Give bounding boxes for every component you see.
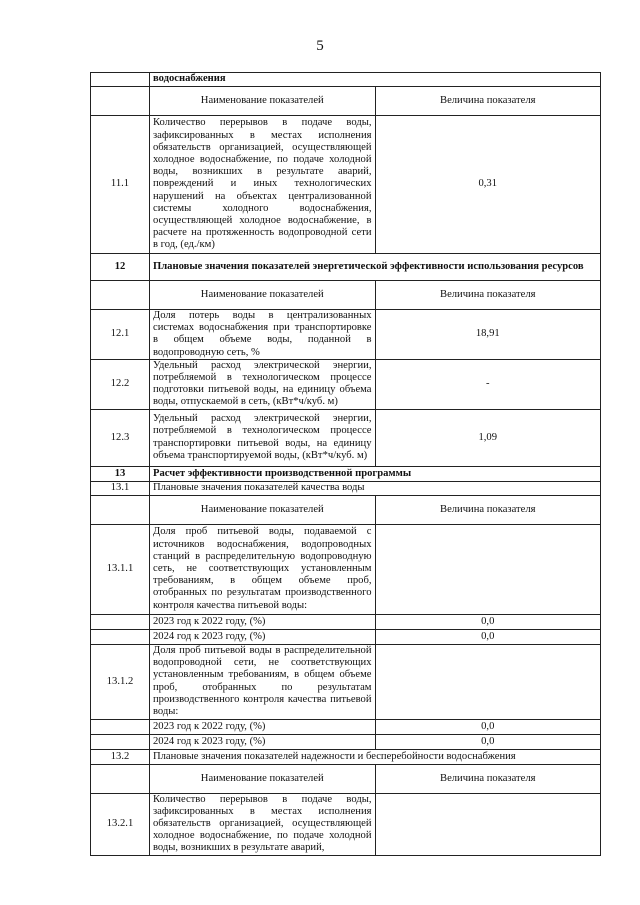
indicator-value bbox=[375, 524, 601, 614]
table-row bbox=[91, 749, 601, 764]
table-row bbox=[91, 764, 601, 793]
indicator-number: 13.2.1 bbox=[91, 793, 150, 855]
year-label: 2023 год к 2022 году, (%) bbox=[150, 614, 376, 629]
table-row bbox=[91, 614, 601, 629]
table-row bbox=[91, 524, 601, 614]
table-row bbox=[91, 793, 601, 855]
row-number bbox=[91, 495, 150, 524]
indicator-value: 18,91 bbox=[375, 310, 601, 360]
table-row bbox=[91, 644, 601, 719]
indicator-value: 0,31 bbox=[375, 116, 601, 254]
indicator-value bbox=[375, 644, 601, 719]
indicator-number: 12.2 bbox=[91, 359, 150, 409]
subsection-number: 13.1 bbox=[91, 481, 150, 495]
section-number: 13 bbox=[91, 466, 150, 481]
table-row bbox=[91, 359, 601, 409]
year-value: 0,0 bbox=[375, 614, 601, 629]
indicator-number: 12.3 bbox=[91, 409, 150, 466]
subsection-title: Плановые значения показателей качества воды bbox=[150, 481, 601, 495]
table-row bbox=[91, 254, 601, 281]
year-value: 0,0 bbox=[375, 629, 601, 644]
table-row bbox=[91, 466, 601, 481]
section-continuation: водоснабжения bbox=[150, 73, 601, 87]
table-row bbox=[91, 87, 601, 116]
table-row bbox=[91, 281, 601, 310]
indicator-number: 11.1 bbox=[91, 116, 150, 254]
subsection-title: Плановые значения показателей надежности и бесперебойности водоснабжения bbox=[150, 749, 601, 764]
table-row bbox=[91, 310, 601, 360]
indicator-value: - bbox=[375, 359, 601, 409]
indicator-value bbox=[375, 793, 601, 855]
table-row bbox=[91, 481, 601, 495]
column-header-value: Величина показателя bbox=[375, 764, 601, 793]
indicator-value: 1,09 bbox=[375, 409, 601, 466]
column-header-value: Величина показателя bbox=[375, 281, 601, 310]
column-header-value: Величина показателя bbox=[375, 87, 601, 116]
row-number bbox=[91, 764, 150, 793]
indicator-number: 13.1.2 bbox=[91, 644, 150, 719]
indicator-description: Доля проб питьевой воды, подаваемой с источников водоснабжения, водопроводных станций в распределительную водопроводную сеть, не соответствующих установленным требованиям, в общем объеме проб, отобранных по результатам производственного контроля качества питьевой воды: bbox=[150, 524, 376, 614]
table-row bbox=[91, 116, 601, 254]
table-row bbox=[91, 409, 601, 466]
table-row bbox=[91, 719, 601, 734]
table-row bbox=[91, 629, 601, 644]
indicator-description: Количество перерывов в подаче воды, зафиксированных в местах исполнения обязательств организацией, осуществляющей холодное водоснабжение, по подаче холодной воды, возникших в результате аварий, bbox=[150, 793, 376, 855]
column-header-value: Величина показателя bbox=[375, 495, 601, 524]
indicator-description: Количество перерывов в подаче воды, зафиксированных в местах исполнения обязательств организацией, осуществляющей холодное водоснабжение, по подаче холодной воды, возникших в результате аварий, повреждений и иных технологических нарушений на объектах централизованной системы холодного водоснабжения, осуществляющей холодное водоснабжение, в расчете на протяженность водопроводной сети в год, (ед./км) bbox=[150, 116, 376, 254]
row-number bbox=[91, 719, 150, 734]
year-label: 2024 год к 2023 году, (%) bbox=[150, 629, 376, 644]
indicators-table bbox=[90, 72, 601, 856]
indicator-number: 12.1 bbox=[91, 310, 150, 360]
table-row bbox=[91, 495, 601, 524]
year-label: 2023 год к 2022 году, (%) bbox=[150, 719, 376, 734]
indicator-description: Доля потерь воды в централизованных системах водоснабжения при транспортировке в общем объеме воды, поданной в водопроводную сеть, % bbox=[150, 310, 376, 360]
row-number bbox=[91, 734, 150, 749]
table-row bbox=[91, 73, 601, 87]
indicator-description: Доля проб питьевой воды в распределительной водопроводной сети, не соответствующих установленным требованиям, в общем объеме проб, отобранных по результатам производственного контроля качества питьевой воды: bbox=[150, 644, 376, 719]
year-value: 0,0 bbox=[375, 719, 601, 734]
row-number bbox=[91, 73, 150, 87]
year-label: 2024 год к 2023 году, (%) bbox=[150, 734, 376, 749]
column-header-name: Наименование показателей bbox=[150, 495, 376, 524]
column-header-name: Наименование показателей bbox=[150, 281, 376, 310]
section-title: Плановые значения показателей энергетической эффективности использования ресурсов bbox=[150, 254, 601, 281]
section-title: Расчет эффективности производственной программы bbox=[150, 466, 601, 481]
column-header-name: Наименование показателей bbox=[150, 87, 376, 116]
page-number: 5 bbox=[316, 38, 324, 54]
row-number bbox=[91, 614, 150, 629]
section-number: 12 bbox=[91, 254, 150, 281]
column-header-name: Наименование показателей bbox=[150, 764, 376, 793]
row-number bbox=[91, 87, 150, 116]
indicator-description: Удельный расход электрической энергии, потребляемой в технологическом процессе транспортировки питьевой воды, на единицу объема транспортируемой воды, (кВт*ч/куб. м) bbox=[150, 409, 376, 466]
year-value: 0,0 bbox=[375, 734, 601, 749]
table-row bbox=[91, 734, 601, 749]
subsection-number: 13.2 bbox=[91, 749, 150, 764]
row-number bbox=[91, 629, 150, 644]
indicator-number: 13.1.1 bbox=[91, 524, 150, 614]
row-number bbox=[91, 281, 150, 310]
indicator-description: Удельный расход электрической энергии, потребляемой в технологическом процессе подготовки питьевой воды, на единицу объема воды, отпускаемой в сеть, (кВт*ч/куб. м) bbox=[150, 359, 376, 409]
